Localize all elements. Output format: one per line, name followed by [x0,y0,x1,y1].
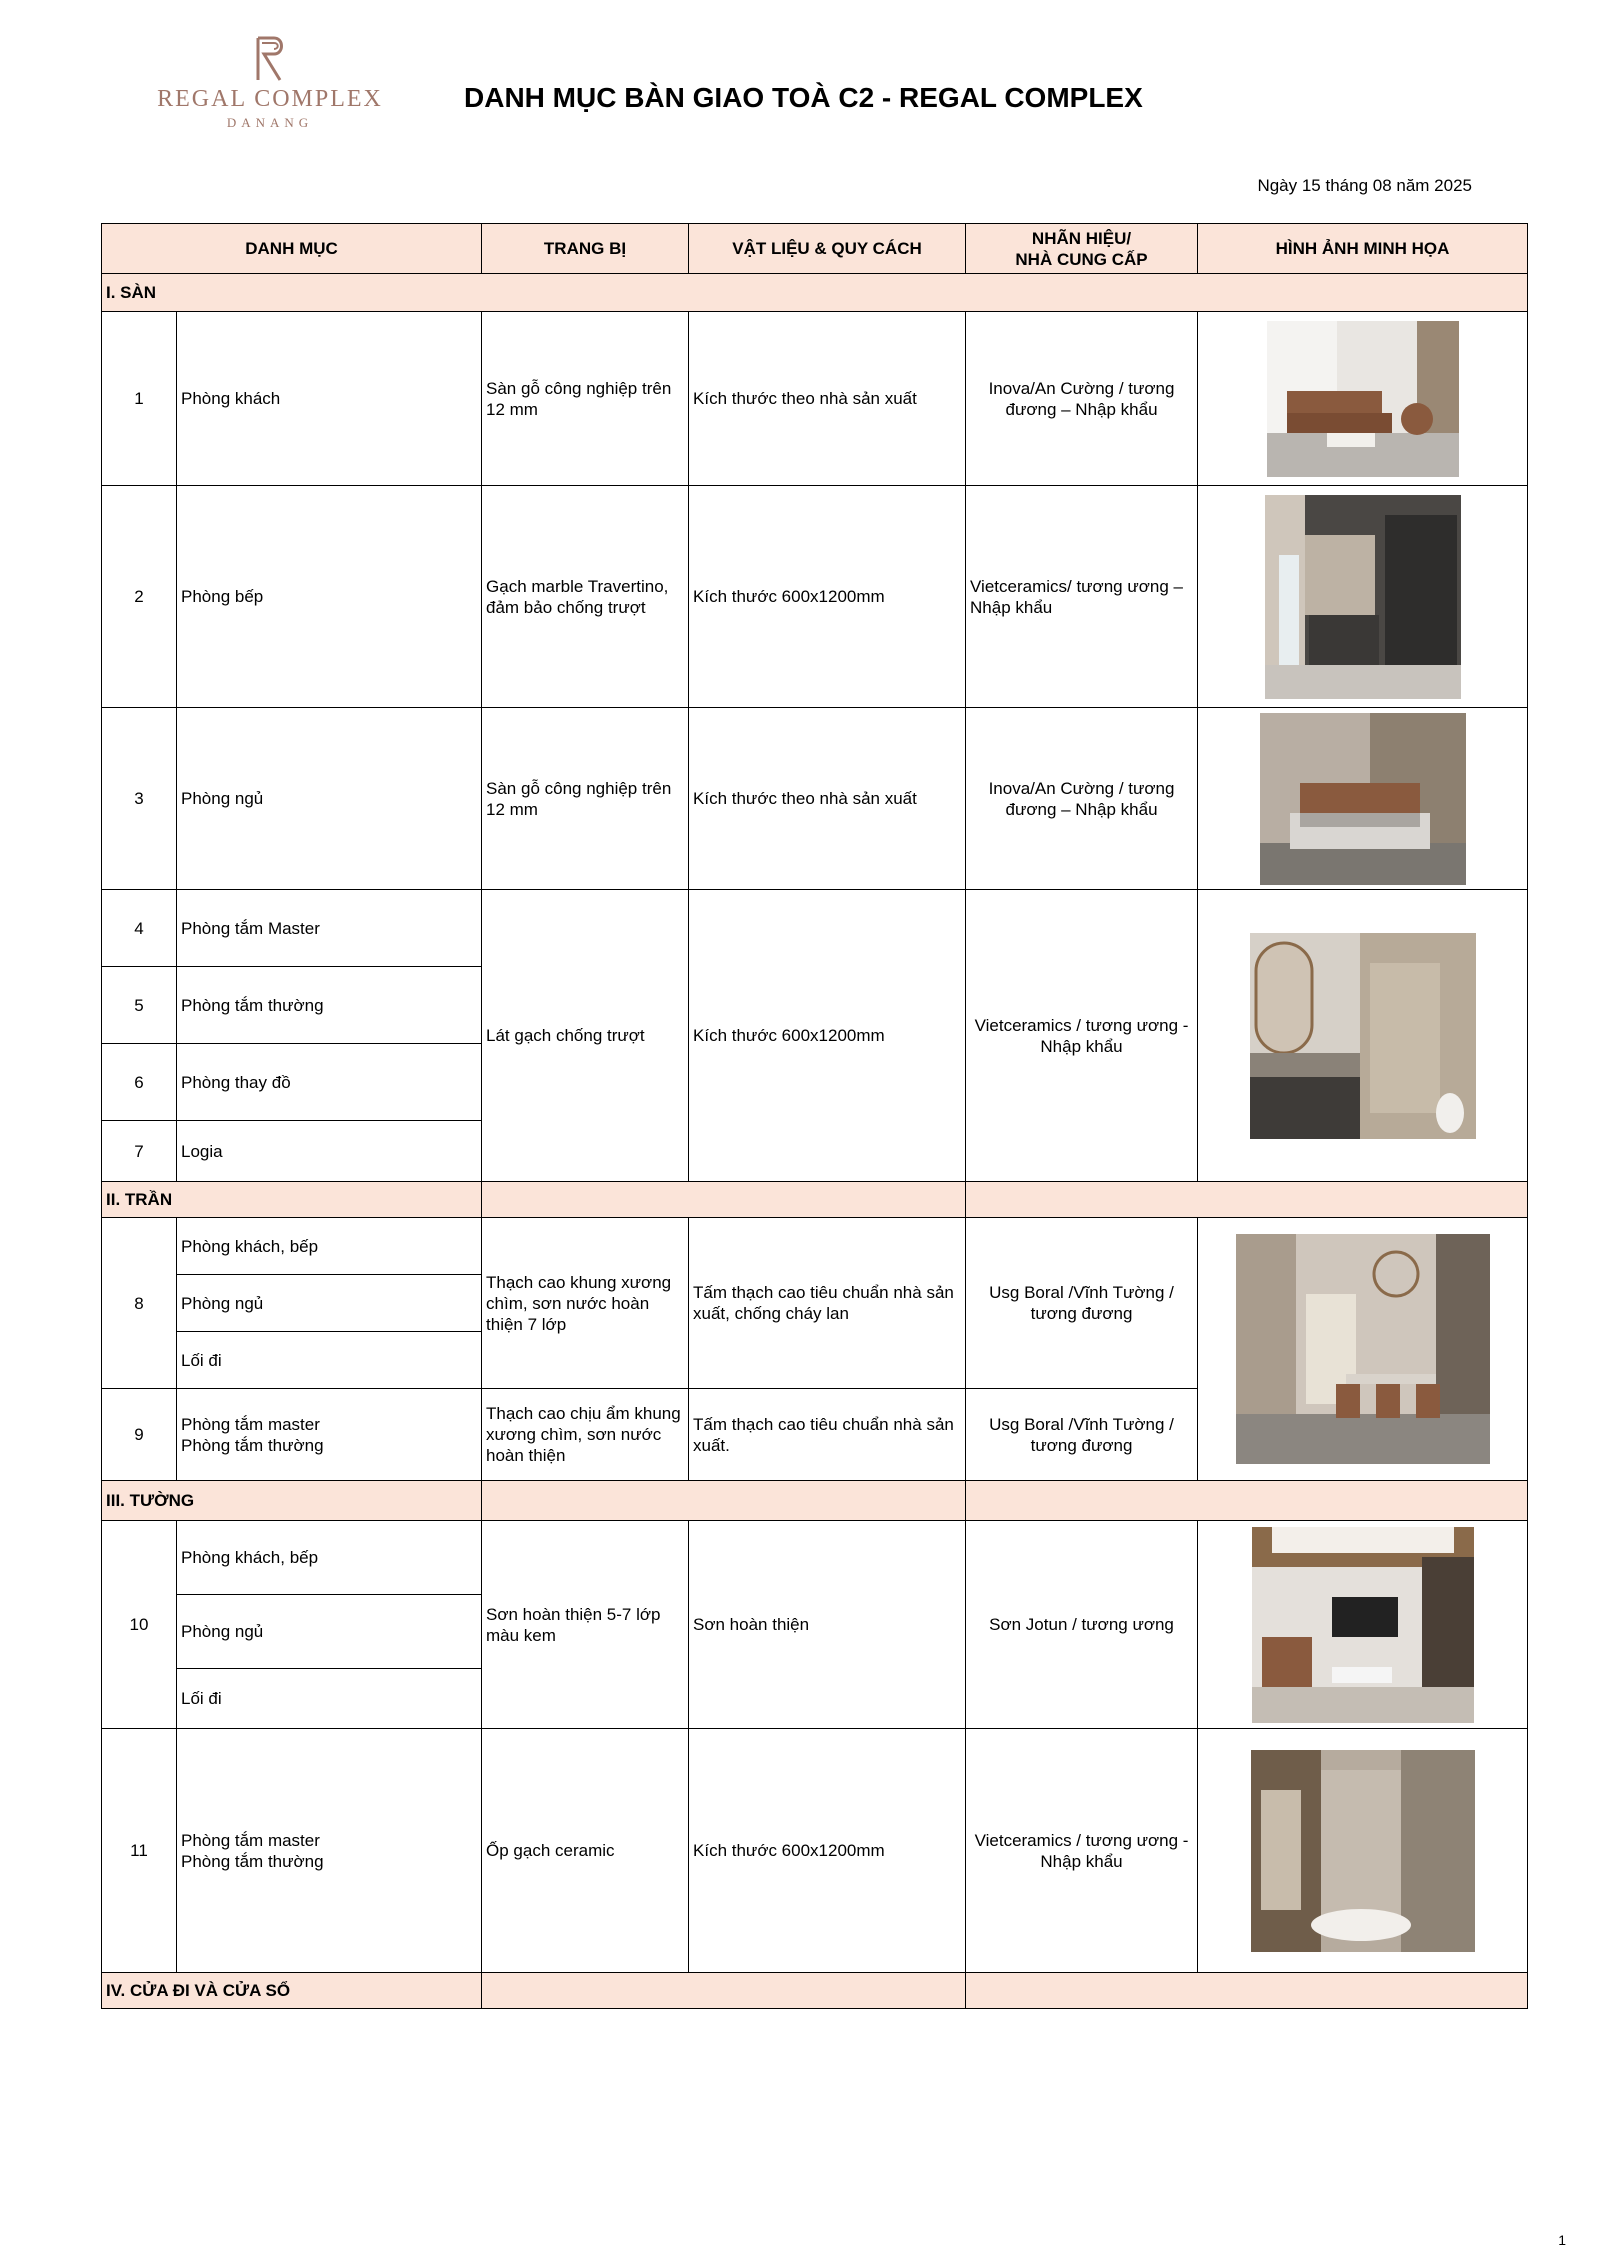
row-number: 2 [102,486,177,708]
row-material: Kích thước 600x1200mm [689,1729,966,1973]
row-category [177,1389,482,1481]
kitchen-photo [1265,495,1461,699]
document-date: Ngày 15 tháng 08 năm 2025 [1257,176,1472,195]
living-room-photo [1267,321,1459,477]
row-category: Lối đi [177,1332,482,1389]
row-category: Phòng tắm thường [177,967,482,1044]
row-material: Kích thước theo nhà sản xuất [689,708,966,890]
row-material: Kích thước 600x1200mm [689,486,966,708]
section-blank [966,1182,1528,1218]
row-material: Tấm thạch cao tiêu chuẩn nhà sản xuất, chống cháy lan [689,1218,966,1389]
row-illustration [1198,1218,1528,1481]
table-row [102,1218,1528,1275]
dining-room-photo [1236,1234,1490,1464]
col-header-nhan-hieu [966,224,1198,274]
col-header-vat-lieu: VẬT LIỆU & QUY CÁCH [689,224,966,274]
col-header-danh-muc: DANH MỤC [102,224,482,274]
row-equipment: Lát gạch chống trượt [482,890,689,1182]
table-row [102,312,1528,486]
col-header-nhan-hieu-line2: NHÀ CUNG CẤP [1015,249,1148,269]
row-material: Tấm thạch cao tiêu chuẩn nhà sản xuất. [689,1389,966,1481]
section-row-tran [102,1182,1528,1218]
section-blank [966,1481,1528,1521]
row-brand: Usg Boral /Vĩnh Tường / tương đương [966,1218,1198,1389]
row-number: 8 [102,1218,177,1389]
table-row [102,890,1528,967]
logo-main-text: REGAL COMPLEX [157,86,383,112]
row-category: Phòng tắm Master [177,890,482,967]
row-material: Sơn hoàn thiện [689,1521,966,1729]
table-row [102,1521,1528,1595]
row-category: Phòng ngủ [177,708,482,890]
row-number: 11 [102,1729,177,1973]
table-row [102,486,1528,708]
col-header-trang-bi: TRANG BỊ [482,224,689,274]
section-row-tuong [102,1481,1528,1521]
section-title: III. TƯỜNG [102,1481,482,1521]
handover-catalog-table [101,223,1528,2009]
row-category-line1: Phòng tắm master [181,1830,320,1850]
row-illustration [1198,708,1528,890]
row-equipment: Sàn gỗ công nghiệp trên 12 mm [482,312,689,486]
section-row-san [102,274,1528,312]
section-blank [482,1973,966,2009]
row-equipment: Ốp gạch ceramic [482,1729,689,1973]
row-number: 1 [102,312,177,486]
row-category: Phòng khách, bếp [177,1521,482,1595]
document-title: DANH MỤC BÀN GIAO TOÀ C2 - REGAL COMPLEX [464,82,1143,113]
row-number: 6 [102,1044,177,1121]
col-header-nhan-hieu-line1: NHÃN HIỆU/ [1031,228,1132,248]
regal-complex-logo [138,34,402,149]
row-category: Phòng thay đồ [177,1044,482,1121]
row-brand: Inova/An Cường / tương đương – Nhập khẩu [966,708,1198,890]
row-illustration [1198,1521,1528,1729]
row-material: Kích thước 600x1200mm [689,890,966,1182]
bathroom-photo [1250,933,1476,1139]
row-category: Phòng khách, bếp [177,1218,482,1275]
row-number: 9 [102,1389,177,1481]
row-illustration [1198,486,1528,708]
row-equipment: Sàn gỗ công nghiệp trên 12 mm [482,708,689,890]
section-title: IV. CỬA ĐI VÀ CỬA SỔ [102,1973,482,2009]
row-brand: Inova/An Cường / tương đương – Nhập khẩu [966,312,1198,486]
table-row [102,1729,1528,1973]
row-category-line1: Phòng tắm master [181,1414,320,1434]
logo-r-mark-icon [250,34,290,84]
row-equipment: Sơn hoàn thiện 5-7 lớp màu kem [482,1521,689,1729]
row-brand: Vietceramics / tương ương - Nhập khẩu [966,1729,1198,1973]
row-material: Kích thước theo nhà sản xuất [689,312,966,486]
logo-sub-text: DANANG [226,115,314,130]
section-title: II. TRẦN [102,1182,482,1218]
row-number: 10 [102,1521,177,1729]
page-number: 1 [1558,2232,1566,2248]
section-title: I. SÀN [102,274,1528,312]
row-category: Phòng khách [177,312,482,486]
row-equipment: Thạch cao chịu ẩm khung xương chìm, sơn nước hoàn thiện [482,1389,689,1481]
row-equipment: Thạch cao khung xương chìm, sơn nước hoàn thiện 7 lớp [482,1218,689,1389]
bedroom-photo [1260,713,1466,885]
row-number: 5 [102,967,177,1044]
section-blank [482,1481,966,1521]
row-category: Phòng ngủ [177,1275,482,1332]
row-equipment: Gạch marble Travertino, đảm bảo chống trượt [482,486,689,708]
table-row [102,708,1528,890]
row-brand: Usg Boral /Vĩnh Tường / tương đương [966,1389,1198,1481]
row-category-line2: Phòng tắm thường [181,1435,324,1455]
row-number: 7 [102,1121,177,1182]
row-illustration [1198,312,1528,486]
row-category: Logia [177,1121,482,1182]
col-header-hinh-anh: HÌNH ẢNH MINH HỌA [1198,224,1528,274]
row-category: Lối đi [177,1669,482,1729]
row-illustration [1198,890,1528,1182]
row-category: Phòng ngủ [177,1595,482,1669]
row-brand: Sơn Jotun / tương ương [966,1521,1198,1729]
row-brand: Vietceramics / tương ương - Nhập khẩu [966,890,1198,1182]
section-blank [482,1182,966,1218]
table-header-row [102,224,1528,274]
row-category: Phòng bếp [177,486,482,708]
row-brand: Vietceramics/ tương ương – Nhập khẩu [966,486,1198,708]
row-category [177,1729,482,1973]
row-illustration [1198,1729,1528,1973]
row-number: 3 [102,708,177,890]
section-blank [966,1973,1528,2009]
section-row-cua [102,1973,1528,2009]
row-number: 4 [102,890,177,967]
master-bathroom-photo [1251,1750,1475,1952]
row-category-line2: Phòng tắm thường [181,1851,324,1871]
living-room-tv-photo [1252,1527,1474,1723]
